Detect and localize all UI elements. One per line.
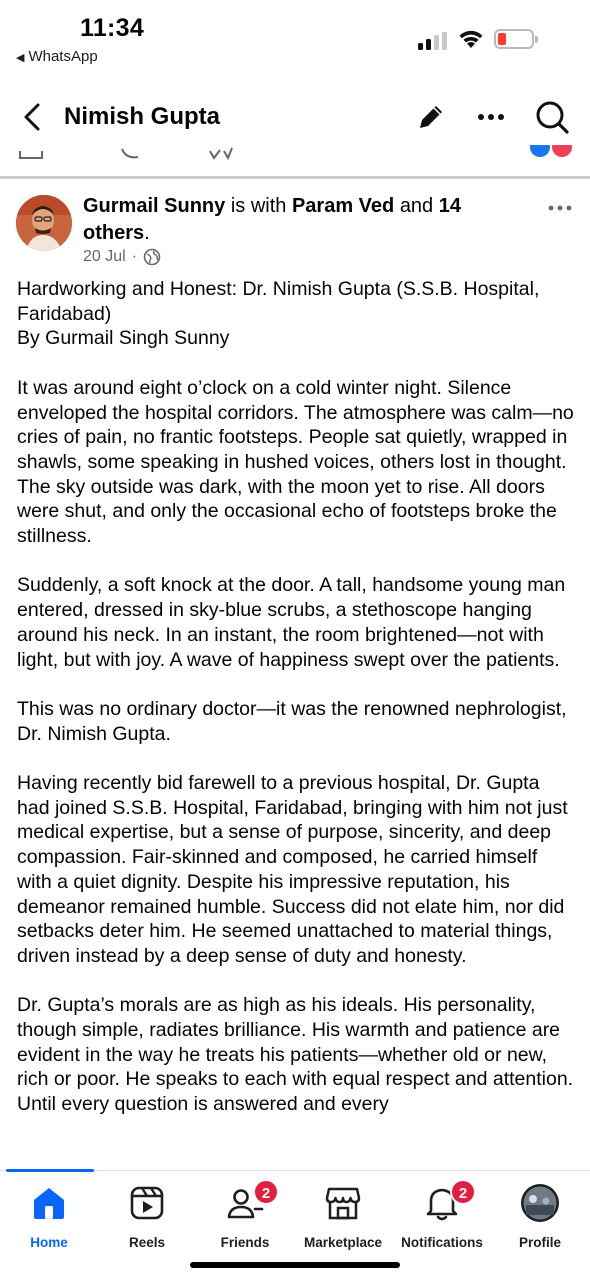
- status-time: 11:34: [80, 14, 145, 42]
- back-to-app-link[interactable]: [16, 48, 98, 65]
- marketplace-icon: [323, 1183, 363, 1223]
- tab-label: Home: [30, 1235, 68, 1250]
- wifi-icon: [457, 27, 485, 49]
- reels-icon: [127, 1183, 167, 1223]
- post-paragraph: Having recently bid farewell to a previous hospital, Dr. Gupta had joined S.S.B. Hospital, Faridabad, bringing with him not just medical expertise, but a sense of purpose, sincerity, and deep compassion. Fair-skinned and composed, he carried himself with a quiet dignity. Despite his impressive reputation, his demeanor remained humble. Success did not elate him, nor did setbacks deter him. He seemed unattached to material things, driven instead by a deep sense of duty and honesty.: [17, 772, 568, 967]
- tab-label: Profile: [518, 1235, 561, 1250]
- and-text: and: [399, 195, 434, 217]
- previous-post-action-row: [0, 145, 590, 177]
- home-indicator: [190, 1262, 400, 1268]
- battery-icon: [494, 29, 534, 49]
- page-title: Nimish Gupta: [64, 103, 221, 130]
- post-paragraph: This was no ordinary doctor—it was the renowned nephrologist, Dr. Nimish Gupta.: [17, 697, 567, 745]
- friends-badge: 2: [253, 1179, 279, 1205]
- post-author-line: [83, 193, 503, 247]
- tab-label: Notifications: [401, 1235, 483, 1250]
- tagged-person-link[interactable]: Param Ved: [291, 195, 395, 217]
- back-chevron-icon[interactable]: [16, 100, 50, 134]
- tab-label: Friends: [220, 1235, 270, 1250]
- tab-label: Reels: [128, 1235, 166, 1250]
- home-icon: [29, 1183, 69, 1223]
- profile-avatar: [520, 1183, 560, 1223]
- active-tab-indicator: [6, 1169, 94, 1172]
- edit-pencil-icon[interactable]: [414, 100, 448, 134]
- tab-friends[interactable]: [195, 1183, 295, 1253]
- post-title-block: [17, 277, 577, 351]
- with-text: is with: [230, 195, 287, 217]
- back-app-label: WhatsApp: [28, 48, 98, 65]
- meta-separator: ·: [131, 248, 138, 265]
- author-name-link[interactable]: Gurmail Sunny: [83, 195, 226, 217]
- tab-reels[interactable]: [97, 1183, 197, 1253]
- search-icon[interactable]: [532, 98, 572, 136]
- author-line-period: .: [144, 222, 150, 244]
- post-paragraph: Dr. Gupta’s morals are as high as his ideals. His personality, though simple, radiates brilliance. His warmth and patience are evident in the way he treats his patients—whether old or new, rich or poor. He speaks to each with equal respect and attention. Until every question is answered and every: [17, 994, 574, 1116]
- post-divider: [0, 176, 590, 179]
- more-dots-icon[interactable]: [472, 100, 510, 134]
- tab-profile[interactable]: [490, 1183, 590, 1253]
- globe-icon[interactable]: [143, 248, 161, 266]
- post-body: [17, 277, 577, 1142]
- author-avatar[interactable]: [16, 195, 72, 251]
- previous-post-icons: [0, 145, 590, 177]
- post-options-icon[interactable]: [546, 198, 574, 218]
- post-meta: [83, 248, 161, 266]
- notifications-badge: 2: [450, 1179, 476, 1205]
- top-nav: [0, 80, 590, 152]
- post-title-line: Hardworking and Honest: Dr. Nimish Gupta (S.S.B. Hospital, Faridabad): [17, 278, 540, 325]
- others-link[interactable]: 14 others: [83, 195, 461, 244]
- post-paragraph: Suddenly, a soft knock at the door. A tall, handsome young man entered, dressed in sky-blue scrubs, a stethoscope hanging around his neck. In an instant, the room brightened—not with light, but with joy. A wave of happiness swept over the patients.: [17, 574, 566, 671]
- author-avatar-image: [16, 195, 72, 251]
- status-bar: [0, 0, 590, 80]
- tab-label: Marketplace: [303, 1235, 383, 1250]
- post-byline: By Gurmail Singh Sunny: [17, 327, 230, 350]
- tab-marketplace[interactable]: [293, 1183, 393, 1253]
- post-date[interactable]: 20 Jul: [83, 248, 126, 265]
- back-triangle-icon: ◀: [16, 52, 25, 64]
- cellular-signal-icon: [418, 32, 448, 50]
- tab-home[interactable]: [0, 1183, 99, 1253]
- tab-notifications[interactable]: [392, 1183, 492, 1253]
- post-paragraph: It was around eight o’clock on a cold winter night. Silence enveloped the hospital corridors. The atmosphere was calm—no cries of pain, no frantic footsteps. People sat quietly, wrapped in shawls, some speaking in hushed voices, others lost in thought. The sky outside was dark, with the moon yet to rise. All doors were shut, and only the occasional echo of footsteps broke the stillness.: [17, 376, 574, 548]
